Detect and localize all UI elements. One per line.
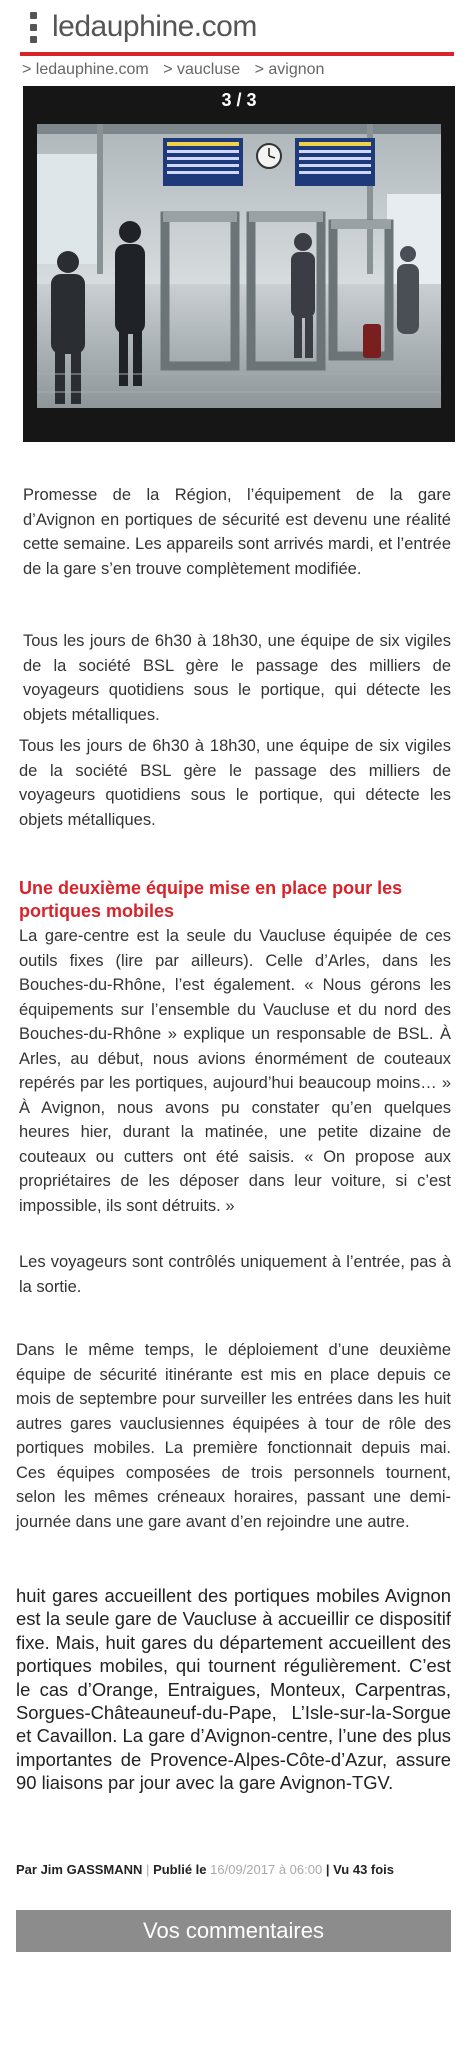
comments-button[interactable]: Vos commentaires	[16, 1910, 451, 1952]
publish-date: 16/09/2017 à 06:00	[210, 1862, 323, 1877]
gallery-photo[interactable]	[37, 124, 441, 408]
gallery-counter: 3 / 3	[221, 90, 257, 110]
site-logo[interactable]: ledauphine.com	[52, 10, 257, 43]
breadcrumb	[22, 61, 334, 79]
published-label: Publié le	[153, 1862, 207, 1877]
author: Par Jim GASSMANN	[16, 1862, 143, 1877]
menu-icon[interactable]	[30, 12, 38, 46]
header-accent-line	[20, 52, 454, 56]
view-count: | Vu 43 fois	[325, 1862, 395, 1877]
byline-separator: |	[146, 1862, 150, 1877]
breadcrumb-vaucluse[interactable]: > vaucluse	[163, 61, 241, 78]
article-paragraph-1: Promesse de la Région, l’équipement de la gare d’Avignon en portiques de sécurité est devenu une réalité cette semaine. Les appareils sont arrivés mardi, et l’entrée de la gare s’en trouve complètement modifiée.	[23, 486, 451, 578]
article-subtitle: Une deuxième équipe mise en place pour les portiques mobiles	[19, 878, 403, 921]
top-bar	[0, 0, 468, 56]
photo-gallery[interactable]	[23, 86, 455, 442]
article-paragraph-6: Dans le même temps, le déploiement d’une deuxième équipe de sécurité itinérante est mis en place depuis ce mois de septembre pour surveiller les entrées dans les huit autres gares vauclusiennes équipées à tour de rôle des portiques mobiles. La première fonctionnait depuis mai. Ces équipes composées de trois personnels tournent, selon les mêmes créneaux horaires, passant une demi-journée dans une gare avant d’en rejoindre une autre.	[16, 1341, 451, 1531]
byline	[16, 1862, 394, 1877]
article-paragraph-7: huit gares accueillent des portiques mobiles Avignon est la seule gare de Vaucluse à accueillir ce dispositif fixe. Mais, huit gares du département accueillent des portiques mobiles, qui tournent régulièrement. C’est le cas d’Orange, Entraigues, Monteux, Carpentras, Sorgues-Châteauneuf-du-Pape, L’Isle-sur-la-Sorgue et Cavaillon. La gare d’Avignon-centre, l’une des plus importantes de Provence-Alpes-Côte-d’Azur, assure 90 liaisons par jour avec la gare Avignon-TGV.	[16, 1585, 451, 1794]
article-paragraph-2: Tous les jours de 6h30 à 18h30, une équipe de six vigiles de la société BSL gère le passage des milliers de voyageurs quotidiens sous le portique, qui détecte les objets métalliques.	[23, 632, 451, 724]
station-photo-icon	[37, 124, 441, 408]
breadcrumb-home[interactable]: > ledauphine.com	[22, 61, 149, 78]
article-paragraph-4: La gare-centre est la seule du Vaucluse équipée de ces outils fixes (lire par ailleurs). Celle d’Arles, dans les Bouches-du-Rhône, l’est également. « Nous gérons les équipements sur l’ensemble du Vaucluse et du nord des Bouches-du-Rhône » explique un responsable de BSL. À Arles, au début, nous avions énormément de couteaux repérés par les portiques, aujourd’hui beaucoup moins… » À Avignon, nous avons pu constater qu’en quelques heures hier, durant la matinée, une petite dizaine de couteaux ou cutters ont été saisis. « On propose aux propriétaires de les déposer dans leur voiture, si c’est impossible, ils sont détruits. »	[19, 927, 451, 1215]
article-paragraph-5: Les voyageurs sont contrôlés uniquement à l’entrée, pas à la sortie.	[19, 1253, 451, 1296]
breadcrumb-avignon[interactable]: > avignon	[254, 61, 325, 78]
article-paragraph-3: Tous les jours de 6h30 à 18h30, une équipe de six vigiles de la société BSL gère le passage des milliers de voyageurs quotidiens sous le portique, qui détecte les objets métalliques.	[19, 737, 451, 829]
